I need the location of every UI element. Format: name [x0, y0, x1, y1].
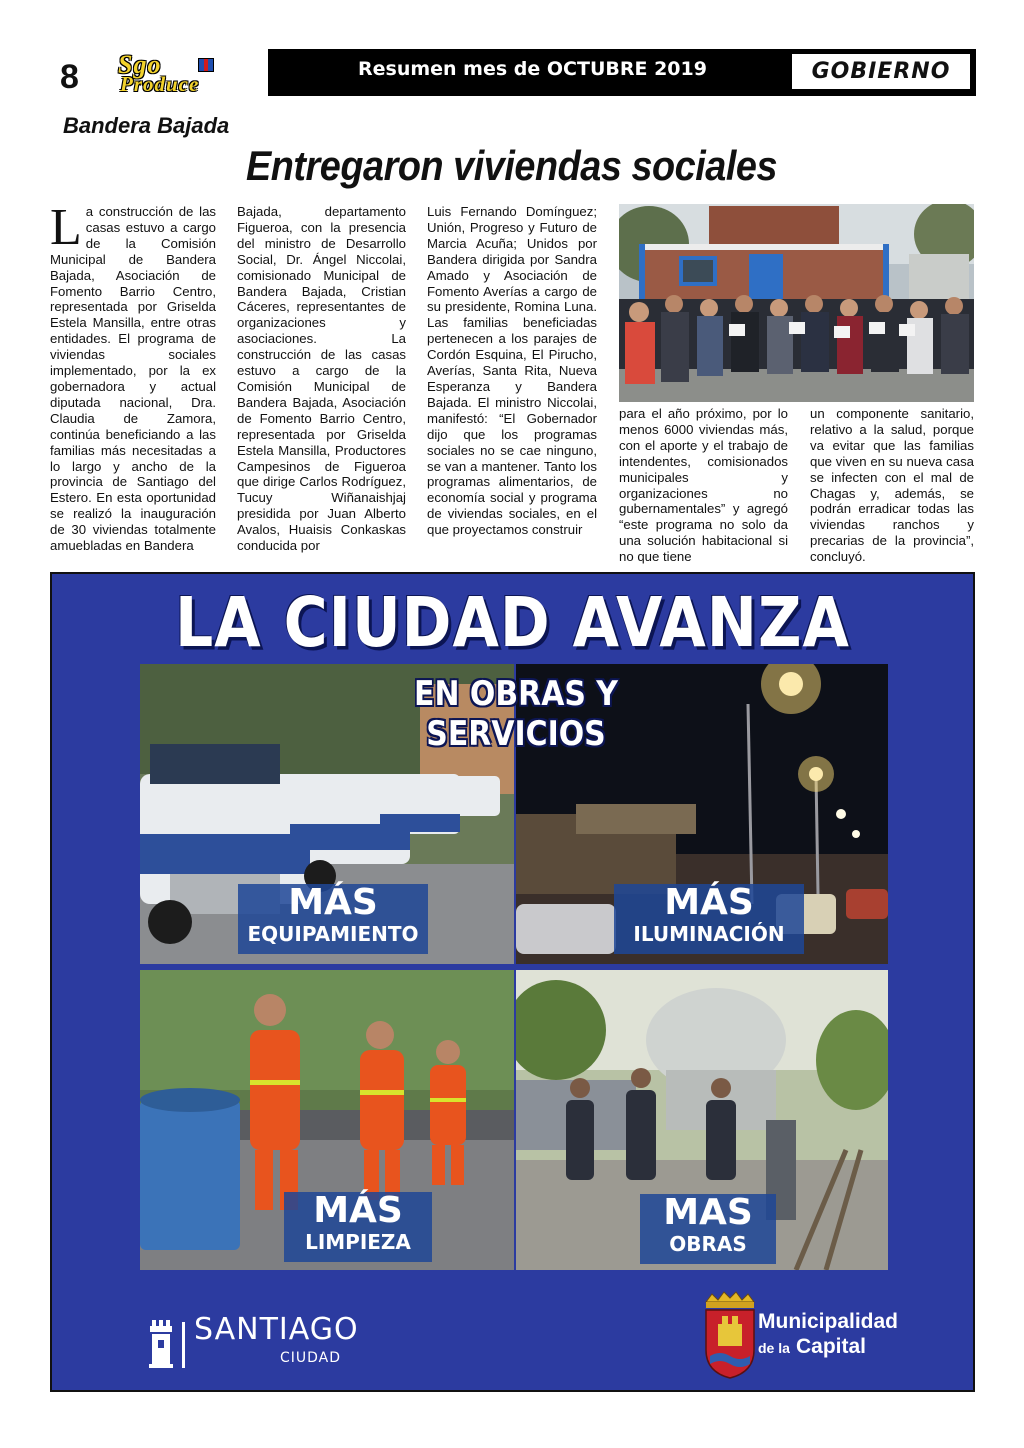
municipality-advertisement [50, 572, 975, 1392]
section-label: GOBIERNO [792, 54, 970, 89]
column-5-text: un componente sanitario, relativo a la salud, porque va evitar que las familias que viven en su nueva casa se infecten con el mal de Chagas y, además, se podrán erradicar todas las viviendas ranchos y precarias de la provincia”, concluyó. [810, 406, 974, 565]
column-2-text: Bajada, departamento Figueroa, con la presencia del ministro de Desarrollo Social, Dr. Ángel Niccolai, comisionado Municipal de Bandera Bajada, Cristian Cáceres, representantes de organizaciones y asociaciones. La construcción de las casas estuvo a cargo de la Comisión Municipal de Bandera Bajada, Asociación de Fomento Barrio Centro, representada por Griselda Estela Mansilla, Productores Campesinos de Figueroa que dirige Carlos Rodríguez, Tucuy Wiñanaishjaj presidida por Juan Alberto Avalos, Huaisis Conkaskas conducida por [237, 204, 406, 554]
article-column-5 [810, 406, 974, 565]
drop-cap: L [50, 199, 82, 256]
municipalidad-capital-logo [700, 1290, 900, 1380]
panel-cleaning-photo [140, 970, 514, 1270]
coat-of-arms-icon [700, 1290, 760, 1380]
logo-word-sgo: Sgo [118, 50, 162, 79]
logo-right-line2: Capital [796, 1335, 867, 1358]
column-4-text: para el año próximo, por lo menos 6000 viviendas más, con el aporte y el trabajo de intendentes, comisionados municipales y organizaciones no gubernamentales” y agregó “este programa no solo da una solución habitacional si no que tiene [619, 406, 788, 565]
label-more-equipment [238, 884, 428, 954]
issue-summary: Resumen mes de OCTUBRE 2019 [358, 58, 707, 80]
ad-subtitle: EN OBRAS Y SERVICIOS [414, 674, 618, 754]
ad-title: LA CIUDAD AVANZA [175, 582, 850, 664]
logo-right-line2-pre: de la [758, 1340, 790, 1356]
logo-left-sub: CIUDAD [280, 1350, 342, 1366]
flag-icon [198, 58, 214, 72]
panel-works-photo [516, 970, 888, 1270]
label-more-equipment-small: EQUIPAMIENTO [247, 922, 419, 946]
column-1-text: a construcción de las casas estuvo a cargo de la Comisión Municipal de Bandera Bajada, Asociación de Fomento Barrio Centro, representada por Griselda Estela Mansilla, entre otras entidades. El programa de viviendas sociales implementado, por la ex gobernadora y actual diputada nacional, Dra. Claudia de Zamora, continúa beneficiando a las familias más necesitadas a lo largo y ancho de la provincia de Santiago del Estero. En esta oportunidad se realizó la inauguración de 30 viviendas totalmente amuebladas en Bandera [50, 204, 216, 554]
label-more-lighting-big: MÁS [664, 882, 754, 923]
label-more-lighting-small: ILUMINACIÓN [633, 922, 785, 946]
label-more-cleaning-small: LIMPIEZA [305, 1230, 411, 1254]
label-more-lighting [614, 884, 804, 954]
header-bar [268, 49, 976, 96]
article-headline: Entregaron viviendas sociales [246, 142, 778, 189]
label-more-works-small: OBRAS [669, 1232, 747, 1256]
publication-logo [112, 52, 260, 94]
santiago-ciudad-logo [144, 1300, 359, 1370]
logo-left-name: SANTIAGO [194, 1312, 359, 1347]
article-column-2 [237, 204, 406, 554]
label-more-equipment-big: MÁS [288, 882, 378, 923]
label-more-works [640, 1194, 776, 1264]
article-column-4 [619, 406, 788, 565]
column-3-text: Luis Fernando Domínguez; Unión, Progreso y Futuro de Marcia Acuña; Unidos por Bandera dirigida por Sandra Amado y Asociación de Fomento Averías a cargo de su presidente, Romina Luna. Las familias beneficiadas pertenecen a los parajes de Cordón Esquina, El Pirucho, Averías, Santa Rita, Nueva Esperanza y Bandera Bajada. El ministro Niccolai, manifestó: “El Gobernador dijo que los programas sociales no se cae ninguno, se van a mantener. Tanto los programas alimentarios, de economía social y programa de viviendas sociales, en el que proyectamos construir [427, 204, 597, 538]
label-more-cleaning [284, 1192, 432, 1262]
article-column-1 [50, 199, 216, 554]
label-more-cleaning-big: MÁS [313, 1190, 403, 1231]
logo-right-line1: Municipalidad [758, 1310, 899, 1333]
housing-group-photo [619, 204, 974, 402]
article-column-3 [427, 204, 597, 538]
label-more-works-big: MAS [663, 1192, 753, 1233]
page-number: 8 [60, 58, 79, 96]
article-kicker: Bandera Bajada [63, 113, 230, 138]
logo-word-produce: Produce [120, 72, 200, 96]
